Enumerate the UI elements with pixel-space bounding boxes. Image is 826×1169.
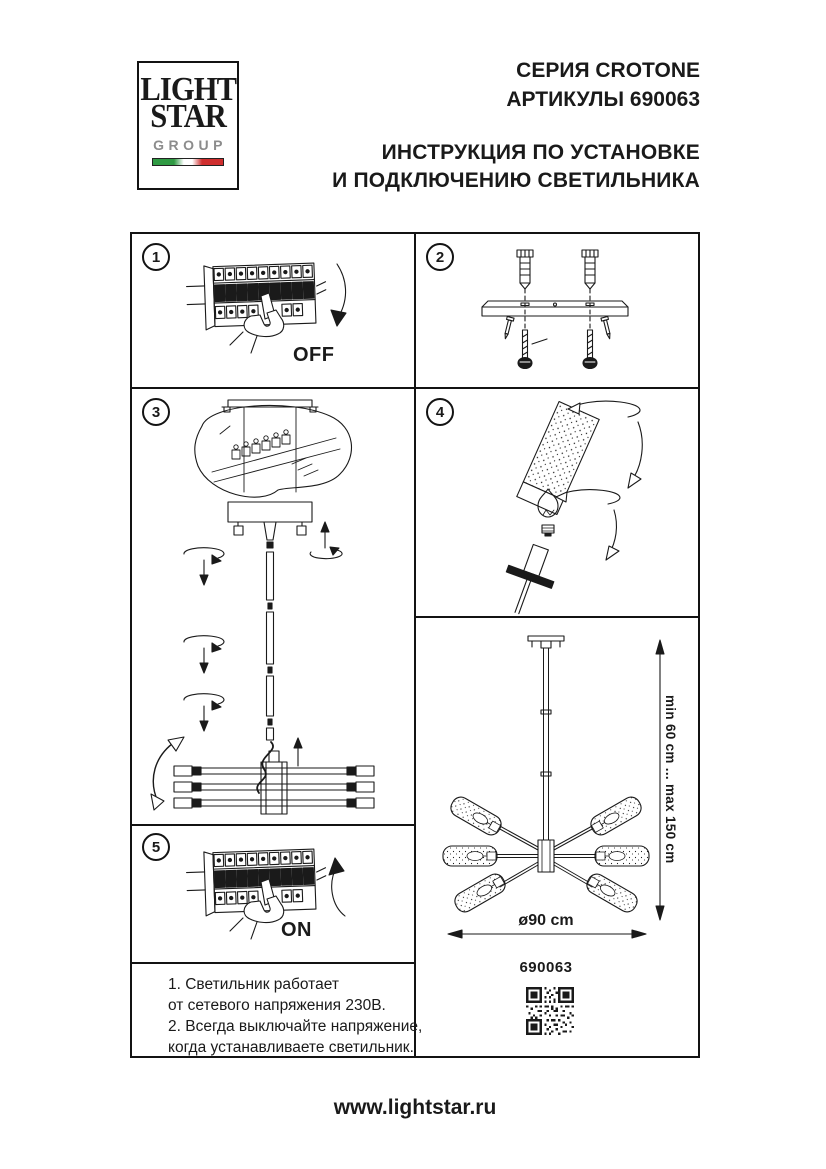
step-1-number: 1: [151, 248, 161, 266]
short-screw-icon: [601, 316, 613, 339]
step-5-number: 5: [151, 838, 161, 856]
grid-horizontal-divider-1: [130, 387, 700, 389]
note-line-2: от сетевого напряжения 230В.: [168, 997, 386, 1014]
screw-rotate-arrow-icon: [184, 636, 224, 673]
ceiling-canopy: [228, 502, 312, 548]
wall-anchor-icon: [582, 250, 598, 289]
height-dimension-label: min 60 cm ... max 150 cm: [663, 695, 678, 864]
shade-with-bulb: [595, 846, 649, 866]
screw-up-arrow-icon: [310, 522, 342, 559]
logo-word-star: STAR: [150, 98, 226, 136]
shade-with-bulb: [584, 871, 641, 915]
grid-horizontal-divider-left-3: [130, 962, 416, 964]
shade-with-bulb: [452, 871, 509, 915]
on-label: ON: [281, 919, 312, 941]
rotate-up-arrow-icon: [329, 858, 345, 916]
breaker-top-terminals: [214, 851, 312, 866]
shade-with-bulb: [443, 846, 497, 866]
safety-notes: [168, 974, 422, 1058]
logo-word-light: LIGHT: [140, 71, 236, 108]
series-line: СЕРИЯ CROTONE: [516, 59, 700, 82]
ceiling-canopy: [528, 636, 564, 648]
step-3-number: 3: [151, 403, 161, 421]
rod-segments: [267, 552, 274, 740]
grid-horizontal-divider-right-2: [414, 616, 700, 618]
italian-flag-bar-icon: [152, 158, 224, 166]
wall-anchor-icon: [517, 250, 533, 289]
shade-with-bulb: [588, 794, 645, 838]
circuit-breaker-on-illustration: [185, 838, 365, 958]
circuit-breaker-off-illustration: [185, 252, 365, 374]
header-series-block: [506, 57, 700, 114]
step-2-number: 2: [435, 248, 445, 266]
grid-horizontal-divider-left-2: [130, 824, 416, 826]
articles-line: АРТИКУЛЫ 690063: [506, 87, 700, 111]
header-instruction-title: [332, 139, 700, 195]
swing-double-arrow-icon: [151, 737, 184, 810]
lamp-socket: [494, 539, 563, 621]
step-4-number: 4: [435, 403, 445, 421]
grid-vertical-divider: [414, 232, 416, 1058]
mounting-bar: [482, 301, 628, 316]
logo-word-group: GROUP: [153, 137, 227, 154]
diameter-dimension-label: ø90 cm: [518, 912, 574, 929]
screw-rotate-arrow-icon: [184, 548, 224, 585]
off-label: OFF: [293, 344, 335, 366]
hanging-rod: [541, 648, 551, 840]
note-line-4: когда устанавливаете светильник.: [168, 1039, 414, 1056]
rod-assembly-illustration: [140, 394, 412, 822]
rotate-arrow-icon: [556, 490, 620, 560]
diameter-dimension-line: [448, 930, 646, 938]
chandelier-arms: [494, 825, 598, 887]
article-number: 690063: [519, 959, 573, 976]
note-line-3: 2. Всегда выключайте напряжение,: [168, 1018, 423, 1035]
website-url: www.lightstar.ru: [333, 1096, 497, 1119]
qr-code-icon: [526, 987, 574, 1035]
screw-rotate-arrow-icon: [184, 694, 224, 731]
shade-and-bulb-illustration: [432, 394, 697, 616]
note-line-1: 1. Светильник работает: [168, 976, 339, 993]
instruction-line-1: ИНСТРУКЦИЯ ПО УСТАНОВКЕ: [381, 141, 700, 164]
assembled-chandelier-diagram: [420, 622, 696, 958]
cable-up-arrow-icon: [294, 738, 302, 766]
breaker-top-terminals: [214, 265, 312, 280]
step-1-badge: [142, 243, 170, 271]
instruction-line-2: И ПОДКЛЮЧЕНИЮ СВЕТИЛЬНИКА: [332, 168, 700, 192]
short-screw-icon: [502, 316, 514, 339]
step-5-badge: [142, 833, 170, 861]
shade-with-bulb: [448, 794, 505, 838]
central-hub: [538, 840, 554, 872]
rotate-down-arrow-icon: [331, 264, 346, 326]
wiring-detail-magnifier: [195, 405, 352, 497]
chandelier-body-folded: [174, 751, 374, 814]
long-screw-icon: [518, 330, 547, 369]
long-screw-icon: [583, 330, 597, 369]
lightstar-logo: [137, 61, 239, 190]
mounting-bracket-illustration: [430, 244, 688, 384]
alignment-dashed-lines: [525, 289, 590, 330]
terminal-block: [232, 430, 290, 459]
